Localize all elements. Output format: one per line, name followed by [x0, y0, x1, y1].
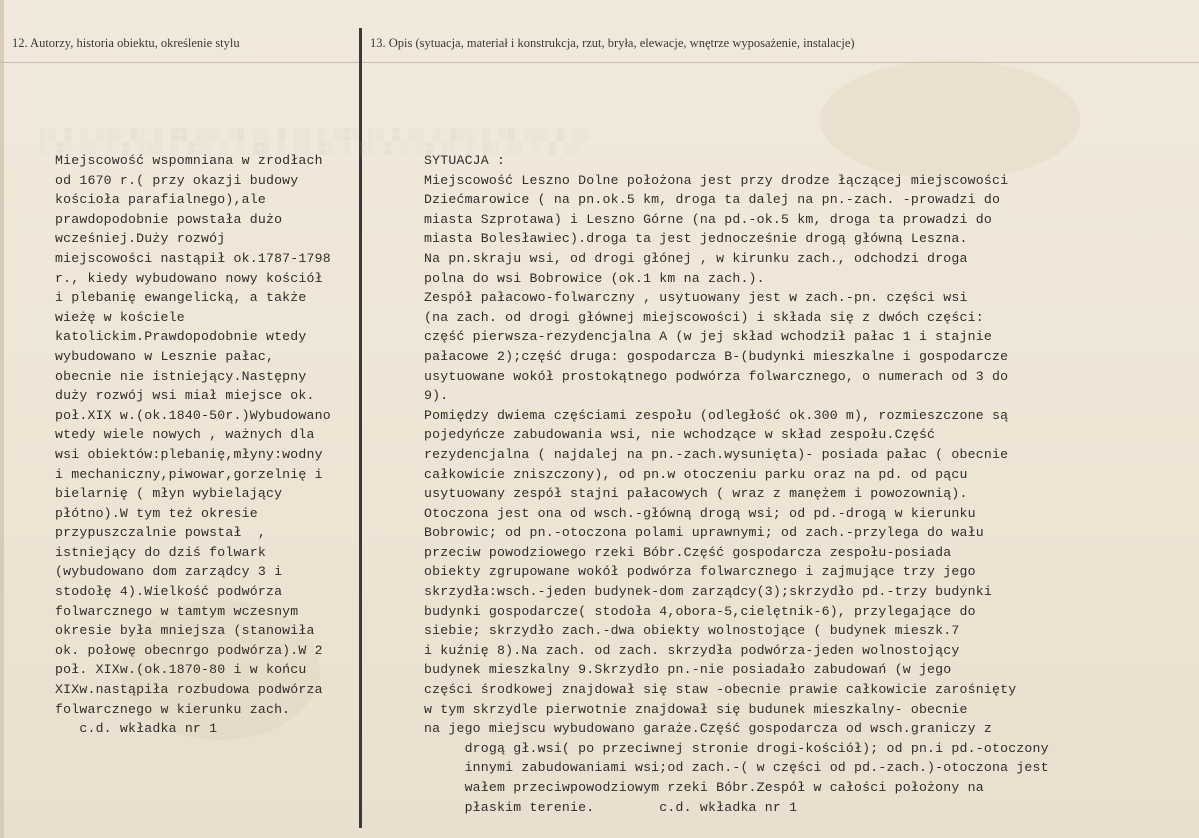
history-line: wieżę w kościele: [55, 309, 185, 325]
description-line: części środkowej znajdował się staw -obecnie prawie całkowicie zarośnięty: [424, 682, 1017, 698]
description-line: budynki gospodarcze( stodoła 4,obora-5,cielętnik-6), przylegające do: [424, 603, 976, 619]
history-line: folwarcznego w tamtym wczesnym: [55, 603, 299, 619]
history-line: Miejscowość wspomniana w zrodłach: [55, 153, 323, 168]
description-line: część pierwsza-rezydencjalna A (w jej skład wchodził pałac 1 i stajnie: [424, 329, 992, 345]
description-line: (na zach. od drogi głównej miejscowości) i składa się z dwóch części:: [424, 309, 984, 325]
history-line: płótno).W tym też okresie: [55, 505, 258, 521]
description-line: pałacowe 2);część druga: gospodarcza B-(budynki mieszkalne i gospodarcze: [424, 348, 1009, 364]
history-line: obecnie nie istniejący.Następny: [55, 368, 307, 384]
history-line: wybudowano w Lesznie pałac,: [55, 348, 275, 364]
history-line: bielarnię ( młyn wybielający: [55, 486, 283, 502]
description-line: Otoczona jest ona od wsch.-główną drogą wsi; od pd.-drogą w kierunku: [424, 505, 976, 521]
history-line: prawdopodobnie powstała dużo: [55, 211, 283, 227]
description-line: 9).: [424, 388, 449, 404]
history-line: istniejący do dziś folwark: [55, 544, 266, 560]
description-line: usytuowane wokół prostokątnego podwórza folwarcznego, o numerach od 3 do: [424, 368, 1009, 384]
history-line: okresie była mniejsza (stanowiła: [55, 623, 315, 639]
description-line: w tym skrzydle pierwotnie znajdował się budunek mieszkalny- obecnie: [424, 701, 968, 717]
history-line: kościoła parafialnego),ale: [55, 192, 266, 208]
history-line: katolickim.Prawdopodobnie wtedy: [55, 329, 307, 345]
description-line: innymi zabudowaniami wsi;od zach.-( w części od pd.-zach.)-otoczona jest: [424, 760, 1049, 776]
description-line: Zespół pałacowo-folwarczny , usytuowany jest w zach.-pn. części wsi: [424, 290, 968, 306]
description-line: rezydencjalna ( najdalej na pn.-zach.wysunięta)- posiada pałac ( obecnie: [424, 446, 1009, 462]
history-line: (wybudowano dom zarządcy 3 i: [55, 564, 283, 580]
description-line: Miejscowość Leszno Dolne położona jest przy drodze łączącej miejscowości: [424, 172, 1009, 188]
description-line: polna do wsi Bobrowice (ok.1 km na zach.).: [424, 270, 765, 286]
history-line: duży rozwój wsi miał miejsce ok.: [55, 388, 315, 404]
history-line: c.d. wkładka nr 1: [55, 721, 218, 737]
description-line: usytuowany zespół stajni pałacowych ( wraz z manężem i powozownią).: [424, 486, 968, 502]
history-line: ok. połowę obecnrgo podwórza).W 2: [55, 642, 323, 658]
history-text: [55, 151, 331, 739]
history-line: i plebanię ewangelicką, a także: [55, 290, 307, 306]
description-line: miasta Bolesławiec).droga ta jest jednocześnie drogą główną Leszna.: [424, 231, 968, 247]
section-13-header: 13. Opis (sytuacja, materiał i konstrukcja, rzut, bryła, elewacje, wnętrze wyposażenie, instalacje): [370, 36, 855, 50]
history-line: poł.XIX w.(ok.1840-50r.)Wybudowano: [55, 407, 331, 423]
history-line: stodołę 4).Wielkość podwórza: [55, 584, 283, 600]
description-line: budynek mieszkalny 9.Skrzydło pn.-nie posiadało zabudowań (w jego: [424, 662, 952, 678]
description-line: i kuźnię 8).Na zach. od zach. skrzydła podwórza-jeden wolnostojący: [424, 642, 960, 658]
history-line: wtedy wiele nowych , ważnych dla: [55, 427, 315, 443]
description-line: przeciw powodziowego rzeki Bóbr.Część gospodarcza zespołu-posiada: [424, 544, 952, 560]
history-line: wsi obiektów:plebanię,młyny:wodny: [55, 446, 323, 462]
description-line: na jego miejscu wybudowano garaże.Część gospodarcza od wsch.graniczy z: [424, 721, 992, 737]
history-line: przypuszczalnie powstał ,: [55, 525, 266, 541]
header-divider: [0, 62, 1199, 63]
description-line: całkowicie zniszczony), od pn.w otoczeniu parku oraz na pd. od pącu: [424, 466, 968, 482]
description-line: Pomiędzy dwiema częściami zespołu (odległość ok.300 m), rozmieszczone są: [424, 407, 1009, 423]
description-line: pojedyńcze zabudowania wsi, nie wchodzące w skład zespołu.Część: [424, 427, 936, 443]
description-line: płaskim terenie. c.d. wkładka nr 1: [424, 799, 798, 815]
history-line: poł. XIXw.(ok.1870-80 i w końcu: [55, 662, 307, 678]
section-12-header: 12. Autorzy, historia obiektu, określenie stylu: [12, 36, 240, 50]
description-line: Dziećmarowice ( na pn.ok.5 km, droga ta dalej na pn.-zach. -prowadzi do: [424, 192, 1001, 208]
history-line: od 1670 r.( przy okazji budowy: [55, 172, 299, 188]
description-line: siebie; skrzydło zach.-dwa obiekty wolnostojące ( budynek mieszk.7: [424, 623, 960, 639]
show-through-smudge: ░░ ▒ ░ ░░░ ▒░ ░ ▒▒ ░░░ ░▒ ░░ ▒ ░░ ░ ░▒░ ░░ ▒ ░░ ░ ▒░░ ░ ░▒ ░░░ ▒ ░░ ░ ▒░ ░░ ░ ▒ ░░░ ░ ▒░░ ░ ░ ▒▒ ░ ░░ ▒░ ░ ░░ ▒ ░ ░▒ ░░ ░ ▒░ ░░ ░ ▒ ░░: [40, 128, 590, 156]
description-line: SYTUACJA :: [424, 153, 506, 168]
description-line: miasta Szprotawa) i Leszno Górne (na pd.-ok.5 km, droga ta prowadzi do: [424, 211, 992, 227]
description-line: skrzydła:wsch.-jeden budynek-dom zarządcy(3);skrzydło pd.-trzy budynki: [424, 584, 992, 600]
history-line: r., kiedy wybudowano nowy kościół: [55, 270, 323, 286]
history-line: XIXw.nastąpiła rozbudowa podwórza: [55, 682, 323, 698]
description-line: drogą gł.wsi( po przeciwnej stronie drogi-kościół); od pn.i pd.-otoczony: [424, 740, 1049, 756]
history-line: i mechaniczny,piwowar,gorzelnię i: [55, 466, 323, 482]
description-line: Bobrowic; od pn.-otoczona polami uprawnymi; od zach.-przylega do wału: [424, 525, 984, 541]
description-text: [424, 151, 1049, 817]
sheet-edge: [0, 0, 4, 838]
history-line: miejscowości nastąpił ok.1787-1798: [55, 250, 331, 266]
history-line: wcześniej.Duży rozwój: [55, 231, 226, 247]
description-line: Na pn.skraju wsi, od drogi głónej , w kirunku zach., odchodzi droga: [424, 250, 968, 266]
description-line: obiekty zgrupowane wokół podwórza folwarcznego i zajmujące trzy jego: [424, 564, 976, 580]
history-line: folwarcznego w kierunku zach.: [55, 701, 291, 717]
description-line: wałem przeciwpowodziowym rzeki Bóbr.Zespół w całości położony na: [424, 780, 984, 795]
